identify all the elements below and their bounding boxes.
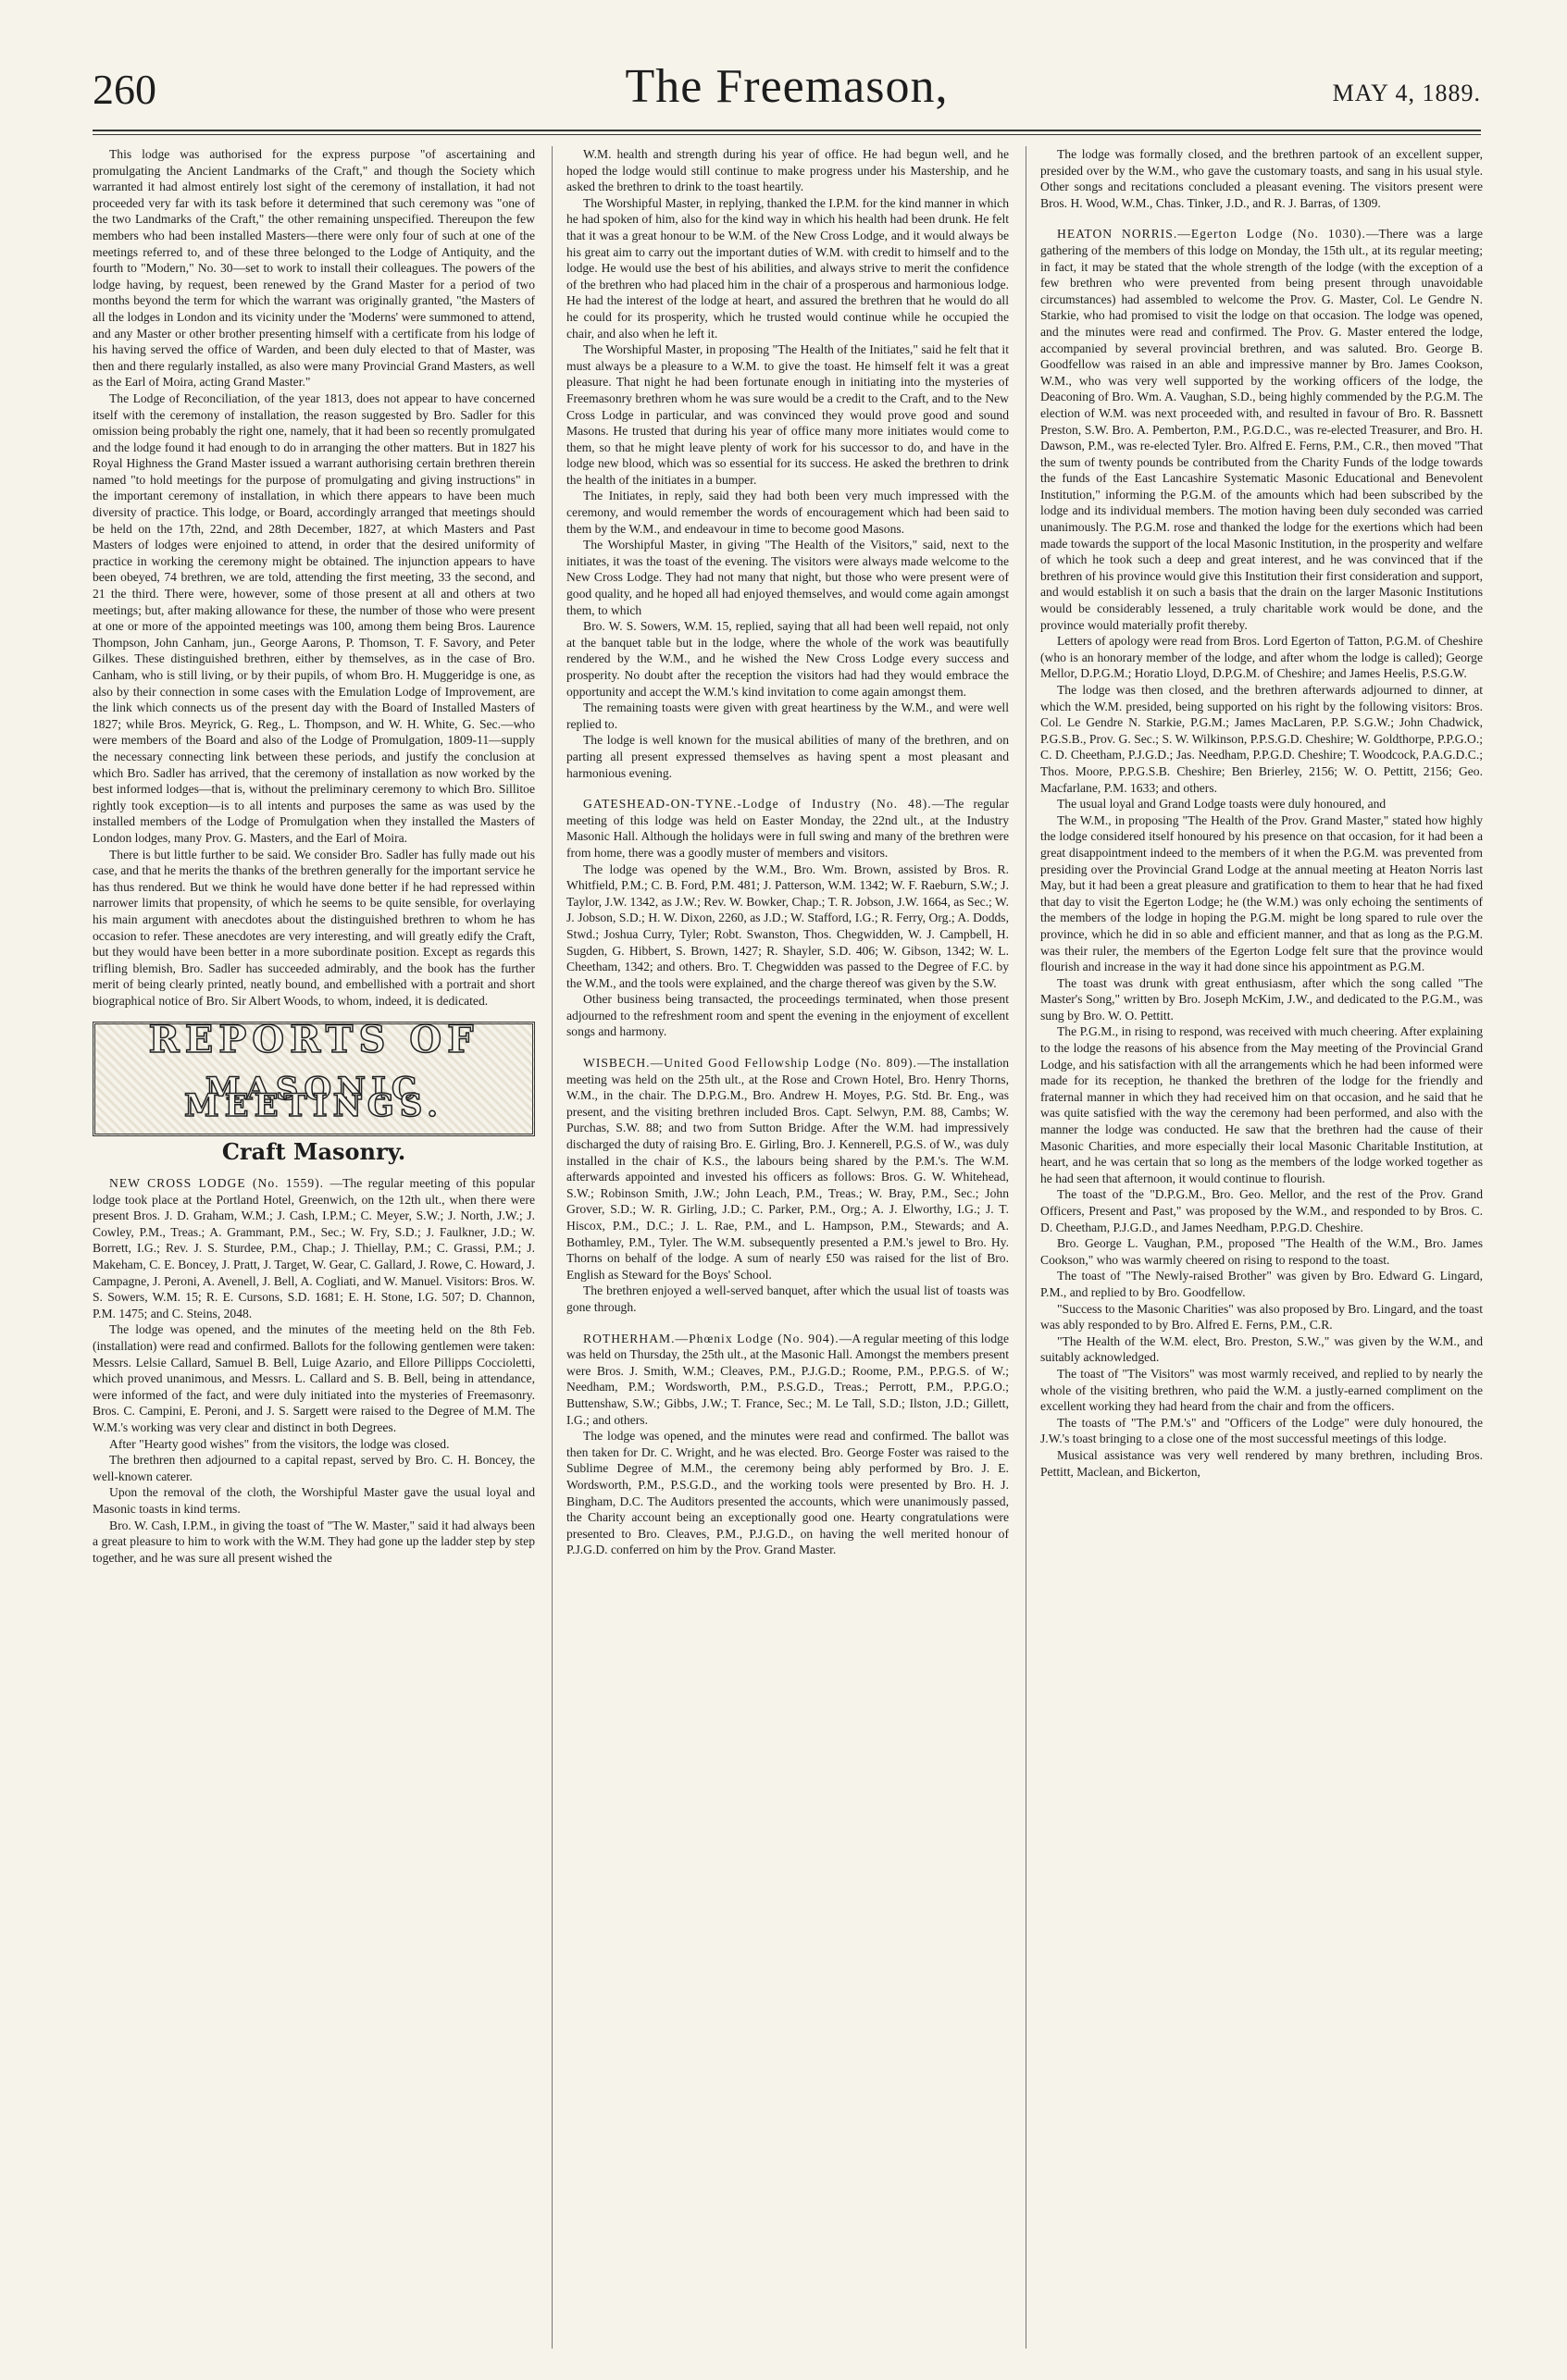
column-2 (566, 146, 1009, 2349)
article-paragraph: There is but little further to be said. We consider Bro. Sadler has fully made out his case, and that he merits the thanks of the brethren generally for the important service he has thus rendered. But we think he would have done better if he had repressed within narrower limits that propensity, of which he seems to be quite sensible, for overlaying his main argument with anecdotes about the distinguished brethren to whom he has occasion to refer. These anecdotes are very interesting, and will greatly edify the Craft, but they would have been better in a more subordinate position. Except as regards this trifling blemish, Bro. Sadler has succeeded admirably, and the book has the further merit of being clearly printed, neatly bound, and embellished with a portrait and short biographical notice of Bro. Sir Albert Woods, to whom, indeed, it is dedicated. (93, 847, 535, 1008)
lodge-report-text: —A regular meeting of this lodge was held on Thursday, the 25th ult., at the Masonic Hall. Amongst the members present were Bros. J. Smith, W.M.; Cleaves, P.M., P.J.G.D.; Roome, P.M., P.P.G.S. of W.; Needham, P.M.; Wordsworth, P.M., P.S.G.D., Treas.; Perrott, P.M., P.P.G.O.; Buttenshaw, S.W.; Gibbs, J.W.; T. France, Sec.; M. Le Tall, S.D.; Ilston, J.D.; Gillett, I.G.; and others. (566, 1331, 1009, 1427)
lodge-name: NEW CROSS LODGE (No. 1559). (109, 1176, 325, 1191)
reports-banner (93, 1018, 535, 1136)
article-paragraph: W.M. health and strength during his year of office. He had begun well, and he hoped the lodge would still continue to make progress under his Mastership, and he asked the brethren to drink to the toast heartily. (566, 147, 1009, 194)
column-1 (93, 146, 535, 2349)
article-paragraph: The lodge is well known for the musical abilities of many of the brethren, and on parting all present expressed themselves as having spent a most pleasant and harmonious evening. (566, 733, 1009, 780)
article-paragraph: Other business being transacted, the proceedings terminated, when those present adjourned to the refreshment room and spent the evening in the enjoyment of excellent songs and harmony. (566, 992, 1009, 1039)
banner-line-1: REPORTS OF (148, 1018, 479, 1062)
article-paragraph: The lodge was opened by the W.M., Bro. Wm. Brown, assisted by Bros. R. Whitfield, P.M.; C. B. Ford, P.M. 481; J. Patterson, W.M. 1342; W. F. Raeburn, S.W.; J. Taylor, J.W. 1342, as J.W.; Rev. W. Bowker, Chap.; T. R. Jobson, J.W. 1664, as Sec.; W. J. Jobson, S.D.; H. W. Dixon, 2260, as J.D.; W. Stafford, I.G.; R. Ferry, Org.; A. Dodds, Stwd.; Joshua Curry, Tyler; Robt. Swanston, Thos. Chegwidden, W. J. Campbell, H. Sugden, G. Hibbert, S. Brown, 1427; R. Shayler, S.D. 406; W. Gibson, 1342; W. L. Cheetham, 1342; and others. Bro. T. Chegwidden was passed to the Degree of F.C. by the W.M., and the tools were explained, and the charge thereof was given by the S.W. (566, 862, 1009, 990)
article-paragraph: The remaining toasts were given with great heartiness by the W.M., and were well replied to. (566, 700, 1009, 731)
article-paragraph: The toast was drunk with great enthusiasm, after which the song called "The Master's Song," written by Bro. Joseph McKim, J.W., and dedicated to the P.G.M., was sung by Bro. W. O. Pettitt. (1040, 975, 1483, 1023)
article-paragraph: The toast of "The Visitors" was most warmly received, and replied to by nearly the whole of the visiting brethren, who paid the W.M. a justly-earned compliment on the excellent working they had heard from the chair and from the officers. (1040, 1366, 1483, 1414)
article-paragraph: The brethren enjoyed a well-served banquet, after which the usual list of toasts was gone through. (566, 1283, 1009, 1314)
article-paragraph: The Worshipful Master, in replying, thanked the I.P.M. for the kind manner in which he had spoken of him, also for the kind way in which his health had been drunk. He felt that it was a great honour to be W.M. of the New Cross Lodge, and it would always be his great aim to carry out the important duties of W.M. with credit to himself and to the lodge. He would use the best of his abilities, and always strive to merit the confidence of the brethren who had placed him in the chair of a prosperous and harmonious lodge. He had the interest of the lodge at heart, and assured the brethren that he would do all he could for its prosperity, which he trusted would continue while he occupied the chair, and also when he left it. (566, 195, 1009, 341)
article-paragraph: The Worshipful Master, in proposing "The Health of the Initiates," said he felt that it must always be a pleasure to a W.M. to give the toast. He himself felt it was a great pleasure. That night he had been fortunate enough in initiating into the mysteries of Freemasonry brethren whom he was sure would be a credit to the Craft, and to the New Cross Lodge in particular, and was convinced they would prove good and sound Masons. He trusted that during his year of office many more initiates would come to them, so that he might leave plenty of work for his successor to do, and have in the lodge new blood, which was so essential for its success. He asked the brethren to drink the health of the initiates in a bumper. (566, 342, 1009, 487)
article-paragraph: Letters of apology were read from Bros. Lord Egerton of Tatton, P.G.M. of Cheshire (who is an honorary member of the lodge, and after whom the lodge is called); George Mellor, D.P.G.M.; Horatio Lloyd, D.P.G.M. of Cheshire; and James Heelis, P.S.G.W. (1040, 634, 1483, 681)
article-paragraph: The toast of "The Newly-raised Brother" was given by Bro. Edward G. Lingard, P.M., and replied to by Bro. Goodfellow. (1040, 1269, 1483, 1299)
article-paragraph: Bro. George L. Vaughan, P.M., proposed "The Health of the W.M., Bro. James Cookson," who was warmly cheered on rising to respond to the toast. (1040, 1236, 1483, 1267)
lodge-report (566, 796, 1009, 861)
lodge-report-text: —There was a large gathering of the members of this lodge on Monday, the 15th ult., at its regular meeting; in fact, it may be stated that the whole strength of the lodge (with the exception of a few brethren who were prevented from being present through unavoidable circumstances) had assembled to welcome the Prov. G. Master, Col. Le Gendre N. Starkie, who had promised to visit the lodge on that occasion. The lodge was opened, and the minutes were read and confirmed. The Prov. G. Master entered the lodge, accompanied by several provincial brethren, and was saluted. Bro. George B. Goodfellow was raised in an able and impressive manner by Bro. James Cookson, W.M., who was very well supported by the working officers of the lodge, the Deaconing of Bro. Wm. A. Vaughan, S.D., being highly commended by the P.G.M. The election of W.M. was next proceeded with, and resulted in favour of Bro. R. Bassnett Preston, S.W. Bro. A. Pemberton, P.M., P.G.D.C., was re-elected Treasurer, and Bro. H. Dawson, P.M., was re-elected Tyler. Bro. Alfred E. Ferns, P.M., C.R., then moved "That the sum of twenty pounds be contributed from the Charity Funds of the lodge towards the funds of the East Lancashire Systematic Masonic Educational and Benevolent Institution," informing the P.G.M. of the amounts which had been subscribed by the lodge and its individual members. The motion having been duly seconded was carried unanimously. The P.G.M. rose and thanked the lodge for the exertions which had been made towards the support of the local Masonic Institution, in the prosperity and welfare of which he took such a deep and great interest, and he was convinced that if the brethren of his province would give this Institution their first consideration and support, and would establish it on such a basis that the drain on the larger Masonic Institutions would be considerably lessened, a truly charitable work would be done, and the province would materially profit thereby. (1040, 227, 1483, 632)
lodge-name: ROTHERHAM.—Phœnix Lodge (No. 904). (583, 1331, 839, 1345)
article-paragraph: This lodge was authorised for the express purpose "of ascertaining and promulgating the Ancient Landmarks of the Craft," and though the Society which warranted it had almost entirely lost sight of the ceremony of installation, it had not proceeded very far with its task before it determined that such ceremony was "one of the two Landmarks of the Craft," the other remaining unspecified. Thereupon the few members who had been installed Masters—there were only four of such at one of the meetings referred to, and of these three belonged to the Lodge of Antiquity, and the fourth to "Modern," No. 30—set to work to install their colleagues. The powers of the lodge having, by request, been renewed by the Grand Master for a period of two months beyond the term for which the warrant was originally granted, "the Masters of all the lodges in London and its vicinity under the 'Moderns' were summoned to attend, and any Master or other brother presenting himself with a certificate from his lodge of his having served the office of Warden, and been duly elected to that of Master, was then and there regularly installed, as also were many Provincial Grand Masters, as well as the Earl of Moira, acting Grand Master." (93, 147, 535, 390)
masthead-rule (93, 130, 1481, 131)
article-paragraph: Bro. W. Cash, I.P.M., in giving the toast of "The W. Master," said it had always been a great pleasure to him to work with the W.M. They had gone up the ladder step by step together, and he was sure all present wished the (93, 1518, 535, 1565)
issue-date: MAY 4, 1889. (1332, 80, 1481, 106)
masthead (93, 59, 1481, 124)
article-paragraph: The lodge was opened, and the minutes were read and confirmed. The ballot was then taken for Dr. C. Wright, and he was elected. Bro. George Foster was raised to the Sublime Degree of M.M., the ceremony being ably performed by Bro. J. E. Wordsworth, P.M., P.S.G.D., and the working tools were presented by Bro. H. J. Bingham, D.C. The Auditors presented the accounts, which were unanimously passed, the Charity account being an exceptionally good one. Hearty congratulations were presented to Bro. Cleaves, P.M., P.J.G.D., on having the well merited honour of P.J.G.D. conferred on him by the Prov. Grand Master. (566, 1429, 1009, 1557)
article-paragraph: The toast of the "D.P.G.M., Bro. Geo. Mellor, and the rest of the Prov. Grand Officers, Present and Past," was proposed by the W.M., and responded to by Bros. C. D. Cheetham, P.J.G.D., and James Needham, P.P.G.D. Cheshire. (1040, 1187, 1483, 1234)
article-paragraph: The W.M., in proposing "The Health of the Prov. Grand Master," stated how highly the lodge considered itself honoured by his presence on that occasion, for it had been a great disappointment indeed to the members of it when the P.G.M. was prevented from presiding over the Provincial Grand Lodge at the annual meeting at Heaton Norris last May, but it had been a great pleasure and gratification to them to hear that he had fixed that day to visit the Egerton Lodge; he (the W.M.) was only echoing the sentiments of the members of the lodge in hoping the P.G.M. might be long spared to rule over the province, which he did in so able and efficient manner, and that as long as the P.G.M. was their ruler, the members of the Egerton Lodge felt sure that the province would flourish and increase in the way it had done since his appointment as P.G.M. (1040, 812, 1483, 974)
column-divider (552, 146, 553, 2349)
lodge-report-text: —The installation meeting was held on the 25th ult., at the Rose and Crown Hotel, Bro. Henry Thorns, W.M., in the chair. The D.P.G.M., Bro. Andrew H. Moyes, P.G. Std. Br. Eng., was present, and the visiting brethren included Bros. Capt. Selwyn, P.M. 88, Cambs; W. Purchas, S.W. 88; and two from Sutton Bridge. After the W.M. had impressively discharged the duty of raising Bro. E. Girling, Bro. J. Kennerell, P.G.S. of W., was duly installed in the chair of K.S., the labours being shared by the P.M.'s. The W.M. afterwards appointed and invested his officers as follows: Bros. G. W. Whitehead, S.W.; Robinson Smith, J.W.; John Leach, P.M., Treas.; W. Bray, P.M., Sec.; John Grover, S.D.; W. R. Girling, J.D.; C. Parker, P.M., Org.; A. J. Elworthy, I.G.; J. T. Hiscox, P.M., D.C.; J. L. Rae, P.M., and L. Hampson, P.M., Stewards; and A. Bothamley, P.M., Tyler. The W.M. subsequently presented a P.M.'s jewel to Bro. Hy. Thorns on behalf of the lodge. A sum of nearly £50 was raised for the list of Bro. English as Steward for the Boys' School. (566, 1056, 1009, 1282)
page-number: 260 (93, 66, 156, 113)
article-paragraph: The Initiates, in reply, said they had both been very much impressed with the ceremony, and would remember the words of encouragement which had been said to them by the W.M., and endeavour in time to become good Masons. (566, 489, 1009, 536)
lodge-name: GATESHEAD-ON-TYNE.-Lodge of Industry (No. 48). (583, 797, 932, 812)
article-paragraph: Musical assistance was very well rendered by many brethren, including Bros. Pettitt, Maclean, and Bickerton, (1040, 1447, 1483, 1479)
article-paragraph: The Lodge of Reconciliation, of the year 1813, does not appear to have concerned itself with the ceremony of installation, the reason suggested by Bro. Sadler for this omission being probably the right one, namely, that it had been so recently promulgated and the lodge found it had enough to do in arranging the other matters. But in 1827 his Royal Highness the Grand Master issued a warrant authorising certain brethren therein named "to hold meetings for the purpose of promulgating and giving instructions" in the important ceremony of installation, in which there appears to have been much diversity of practice. This lodge, or Board, accordingly arranged that meetings should be held on the 17th, 22nd, and 28th December, 1827, at which Masters and Past Masters of lodges were enjoined to attend, in order that the desired uniformity of practice in working the ceremony might be obtained. The injunction appears to have been obeyed, 74 brethren, we are told, attending the first meeting, 33 the second, and 21 the third. There were, however, some of those present at all and others at two meetings; but, after making allowance for these, the number of those who were present at one or more of the appointed meetings was 100, among them being Bros. Laurence Thompson, John Canham, jun., George Aarons, P. Thomson, T. F. Savory, and Peter Gilkes. These distinguished brethren, either by themselves, as in the case of Bro. Canham, who is still living, or by their pupils, of whom Bro. H. Muggeridge is one, as also by their connection in some cases with the Emulation Lodge of Improvement, are the link which connects us of the present day with the Board of Installed Masters of 1827; while Bros. Meyrick, G. Reg., L. Thompson, and W. H. White, G. Sec.—who were members of the Board and also of the Lodge of Promulgation, 1809-11—supply the necessary connecting link between these periods, and justify the conclusion at which Bro. Sadler has arrived, that the ceremony of installation as now worked by the best informed lodges—that is, without the preliminary ceremony to which Bro. Sillitoe rightly took exception—is to all intents and purposes the same as was used by the installed members of the Lodge of Promulgation when they installed the Masters of London lodges, many Prov. G. Masters, and the Earl of Moira. (93, 390, 535, 845)
article-paragraph: The lodge was opened, and the minutes of the meeting held on the 8th Feb. (installation) were read and confirmed. Ballots for the following gentlemen were taken: Messrs. Lelsie Callard, Samuel B. Bell, Luige Azario, and Ellore Pillipps Coccioletti, which proved unanimous, and Messrs. L. Callard and S. B. Bell, being in attendance, were informed of the fact, and were duly initiated into the mysteries of Freemasonry. Bros. C. Campini, E. Peroni, and J. S. Sargett were raised to the Degree of M.M. The W.M.'s working was very clear and distinct in both Degrees. (93, 1322, 535, 1434)
lodge-report (93, 1175, 535, 1321)
article-paragraph: The lodge was then closed, and the brethren afterwards adjourned to dinner, at which the W.M. presided, being supported on his right by the following visitors: Bros. Col. Le Gendre N. Starkie, P.G.M.; James MacLaren, P.P. S.G.W.; John Chadwick, P.G.S.B., Prov. G. Sec.; S. W. Wilkinson, P.P.S.G.D. Cheshire; W. Goldthorpe, P.P.G.O.; C. D. Cheetham, P.J.G.D.; Jas. Needham, P.P.G.D. Cheshire; T. Woodcock, P.A.G.D.C.; Thos. Moore, P.P.G.S.B. Cheshire; Ben Brierley, 2156; W. O. Pettitt, 2156; Geo. Macfarlane, P.M. 1633; and others. (1040, 683, 1483, 795)
section-heading: Craft Masonry. (221, 1138, 406, 1166)
article-paragraph: The toasts of "The P.M.'s" and "Officers of the Lodge" were duly honoured, the J.W.'s toast bringing to a close one of the most successful meetings of this lodge. (1040, 1415, 1483, 1446)
article-paragraph: The Worshipful Master, in giving "The Health of the Visitors," said, next to the initiates, it was the toast of the evening. The visitors were always made welcome to the New Cross Lodge. They had not many that night, but those who were present were of good quality, and he hoped all had enjoyed themselves, and would come again amongst them, to which (566, 538, 1009, 617)
lodge-report (566, 1055, 1009, 1283)
lodge-report (1040, 226, 1483, 633)
article-paragraph: The usual loyal and Grand Lodge toasts were duly honoured, and (1057, 797, 1387, 812)
lodge-report-text: —The regular meeting of this lodge was held on Easter Monday, the 22nd ult., at the Industry Masonic Hall. Although the holidays were in full swing and many of the brethren were from home, there was a goodly muster of members and visitors. (566, 797, 1009, 860)
masthead-rule-thin (93, 134, 1481, 135)
lodge-report-text: —The regular meeting of this popular lodge took place at the Portland Hotel, Greenwich, on the 12th ult., when there were present Bros. J. D. Graham, W.M.; J. Cash, I.P.M.; C. Meyer, S.W.; J. North, J.W.; J. Cowley, P.M., Treas.; A. Grammant, P.M., Sec.; W. Fry, S.D.; J. Faulkner, J.D.; W. Borrett, I.G.; Rev. J. S. Sturdee, P.M., Chap.; J. Thiellay, P.M.; C. Grassi, P.M.; J. Makeham, C. E. Boncey, J. Pratt, J. Target, W. Gear, C. Gallard, J. Rowe, C. Howard, J. Campagne, J. Peroni, A. Avenell, J. Bell, A. Cogliati, and W. Manuel. Visitors: Bros. W. S. Sowers, W.M. 15; R. E. Cursons, S.D. 1681; E. H. Stone, I.G. 507; D. Channon, P.M. 1475; and C. Steins, 2048. (93, 1176, 535, 1320)
article-paragraph: Bro. W. S. Sowers, W.M. 15, replied, saying that all had been well repaid, not only at the banquet table but in the lodge, where the whole of the work was beautifully rendered by the W.M., and he wished the New Cross Lodge every success and prosperity. No doubt after the reception the visitors had had they would embrace the opportunity and accept the W.M.'s kind invitation to come again amongst them. (566, 619, 1009, 699)
lodge-name: WISBECH.—United Good Fellowship Lodge (No. 809). (583, 1056, 917, 1071)
article-paragraph: The brethren then adjourned to a capital repast, served by Bro. C. H. Boncey, the well-known caterer. (93, 1453, 535, 1483)
article-paragraph: Upon the removal of the cloth, the Worshipful Master gave the usual loyal and Masonic toasts in kind terms. (93, 1485, 535, 1516)
lodge-name: HEATON NORRIS.—Egerton Lodge (No. 1030). (1057, 227, 1366, 242)
article-paragraph: "The Health of the W.M. elect, Bro. Preston, S.W.," was given by the W.M., and suitably acknowledged. (1040, 1333, 1483, 1365)
column-3 (1040, 146, 1483, 2349)
article-paragraph: After "Hearty good wishes" from the visitors, the lodge was closed. (109, 1436, 450, 1451)
article-paragraph: The P.G.M., in rising to respond, was received with much cheering. After explaining to the lodge the reasons of his absence from the May meeting of the Provincial Grand Lodge, and his satisfaction with all the arrangements which he had been informed were made for its reception, he thanked the brethren of the lodge for the friendly and fraternal manner in which they had received him on that occasion, and he said that he was quite satisfied with the way the ceremony had been performed, and also with the manner the lodge was conducted. He saw that the brethren had the cause of their Masonic Charities, and more especially their local Masonic Charitable Institution, at heart, and he was certain that so long as the members of the lodge worked together as he had seen that afternoon, it would continue to flourish. (1040, 1024, 1483, 1185)
lodge-report (566, 1331, 1009, 1429)
article-paragraph: "Success to the Masonic Charities" was also proposed by Bro. Lingard, and the toast was ably responded to by Bro. Alfred E. Ferns, P.M., C.R. (1040, 1301, 1483, 1333)
publication-title: The Freemason, (625, 60, 949, 113)
banner-line-2: MASONIC MEETINGS. (184, 1071, 443, 1125)
article-paragraph: The lodge was formally closed, and the brethren partook of an excellent supper, presided over by the W.M., who gave the customary toasts, and sang in his usual style. Other songs and recitations concluded a pleasant evening. The visitors present were Bros. H. Wood, W.M., Chas. Tinker, J.D., and R. J. Barras, of 1309. (1040, 147, 1483, 210)
